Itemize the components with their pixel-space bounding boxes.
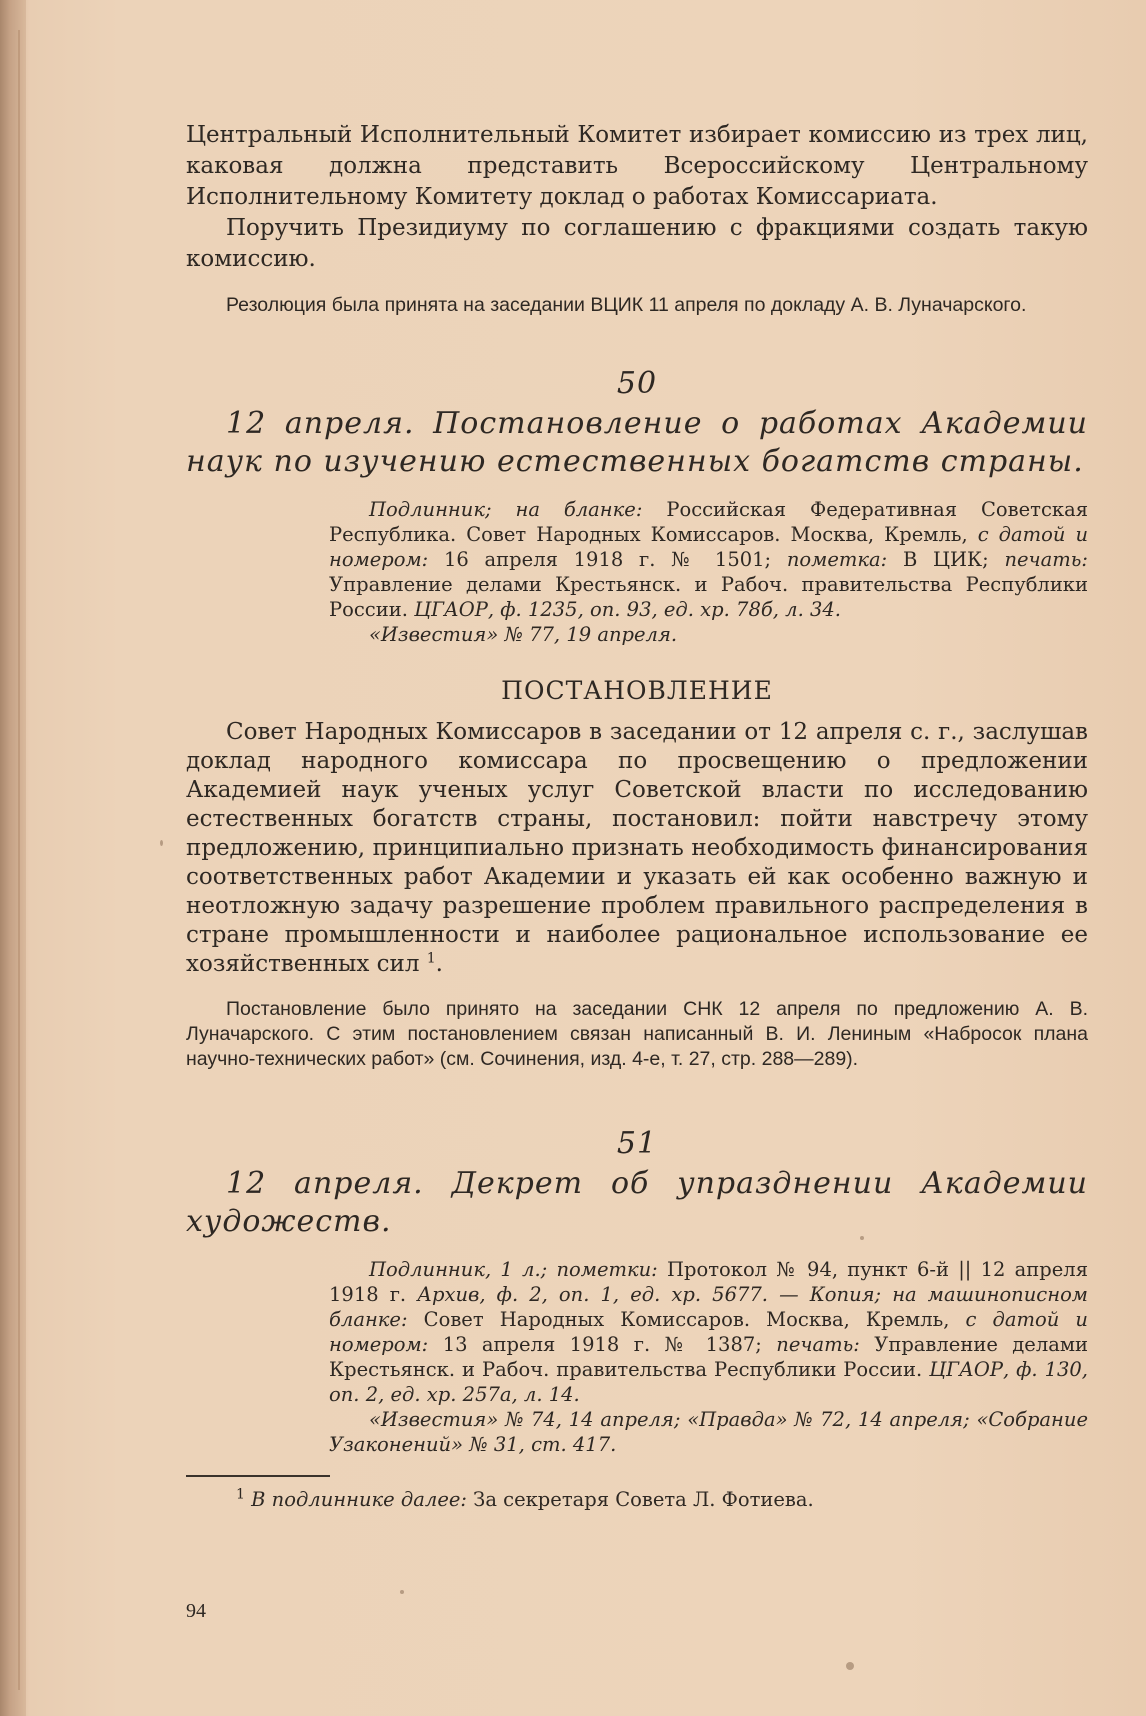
spine-edge-line: [18, 30, 20, 1690]
document-title-50: 12 апреля. Постановление о работах Академии наук по изучению естественных богатств страны.: [186, 406, 1088, 479]
source-segment: 13 апреля 1918 г. № 1387;: [442, 1333, 777, 1356]
decree-body-end: .: [435, 951, 443, 977]
source-segment: с датой и номером:: [329, 523, 1089, 571]
source-segment: ЦГАОР, ф. 130, оп. 2, ед. хр. 257а, л. 14.: [329, 1358, 1088, 1406]
source-segment: Протокол № 94, пункт 6-й || 12 апреля 1918 г.: [329, 1258, 1088, 1306]
source-citation-50: [329, 497, 1088, 622]
page-number: 94: [186, 1600, 206, 1622]
footnote-italic: В подлиннике далее:: [251, 1488, 474, 1511]
paper-speck: [400, 1590, 404, 1594]
footnote-separator: [186, 1475, 330, 1477]
source-segment: 16 апреля 1918 г. № 1501;: [444, 548, 787, 571]
intro-paragraph-1: Центральный Исполнительный Комитет избирает комиссию из трех лиц, каковая должна представить Всероссийскому Центральному Исполнительному Комитету доклад о работах Комиссариата.: [186, 122, 1088, 210]
source-segment: Управление делами Крестьянск. и Рабоч. правительства Республики России.: [329, 1333, 1089, 1381]
paper-speck: [846, 1662, 854, 1670]
source-info-50: [329, 497, 1088, 647]
source-segment: ЦГАОР, ф. 1235, оп. 93, ед. хр. 78б, л. 34.: [414, 598, 841, 621]
source-segment: с датой и номером:: [329, 1308, 1088, 1356]
source-segment: Подлинник, 1 л.; пометки:: [369, 1258, 667, 1281]
source-segment: пометка:: [786, 548, 903, 571]
source-segment: печать:: [1004, 548, 1088, 571]
decree-body-50: [186, 718, 1088, 979]
paper-speck: [160, 840, 163, 846]
footnote: [186, 1487, 1088, 1513]
source-segment: Управление делами Крестьянск. и Рабоч. правительства Республики России.: [329, 573, 1088, 621]
intro-paragraph-2: Поручить Президиуму по соглашению с фракциями создать такую комиссию.: [186, 215, 1088, 272]
source-segment: Подлинник; на бланке:: [369, 498, 667, 521]
page-text-block: [186, 120, 1088, 1513]
source-segment: Архив, ф. 2, оп. 1, ед. хр. 5677. — Копия; на машинописном бланке:: [329, 1283, 1088, 1331]
decree-heading: ПОСТАНОВЛЕНИЕ: [501, 676, 773, 705]
source-citation-51: [329, 1257, 1088, 1407]
decree-body-text: Совет Народных Комиссаров в заседании от 12 апреля с. г., заслушав доклад народного комиссара по просвещению о предложении Академией наук ученых услуг Советской власти по исследованию естественных богатств страны, постановил: пойти навстречу этому предложению, принципиально признать необходимость финансирования соответственных работ Академии и указать ей как особенно важную и неотложную задачу разрешение проблем правильного распределения в стране промышленности и наиболее рациональное использование ее хозяйственных сил: [186, 719, 1088, 977]
publication-51: «Известия» № 74, 14 апреля; «Правда» № 72, 14 апреля; «Собрание Узаконений» № 31, ст. 417.: [329, 1408, 1088, 1456]
footnote-text: За секретаря Совета Л. Фотиева.: [473, 1488, 814, 1511]
document-title-51: 12 апреля. Декрет об упразднении Академии художеств.: [186, 1166, 1088, 1239]
publication-50: «Известия» № 77, 19 апреля.: [369, 623, 678, 646]
paper-speck: [860, 1236, 864, 1240]
source-segment: печать:: [776, 1333, 875, 1356]
intro-note: Резолюция была принята на заседании ВЦИК 11 апреля по докладу А. В. Луначарского.: [226, 294, 1027, 316]
footnote-number: 1: [236, 1486, 245, 1503]
decree-note-50: Постановление было принято на заседании СНК 12 апреля по предложению А. В. Луначарского. С этим постановлением связан написанный В. И. Лениным «Набросок плана научно-технических работ» (см. Сочинения, изд. 4-е, т. 27, стр. 288—289).: [186, 998, 1088, 1070]
source-segment: Совет Народных Комиссаров. Москва, Кремль,: [423, 1308, 966, 1331]
document-number-51: 51: [616, 1126, 658, 1161]
source-info-51: [329, 1257, 1088, 1457]
footnote-reference: 1: [426, 950, 436, 967]
source-segment: Российская Федеративная Советская Республика. Совет Народных Комиссаров. Москва, Кремль,: [329, 498, 1089, 546]
document-number-50: 50: [616, 366, 658, 401]
book-spine-shadow: [0, 0, 26, 1716]
source-segment: В ЦИК;: [902, 548, 1005, 571]
